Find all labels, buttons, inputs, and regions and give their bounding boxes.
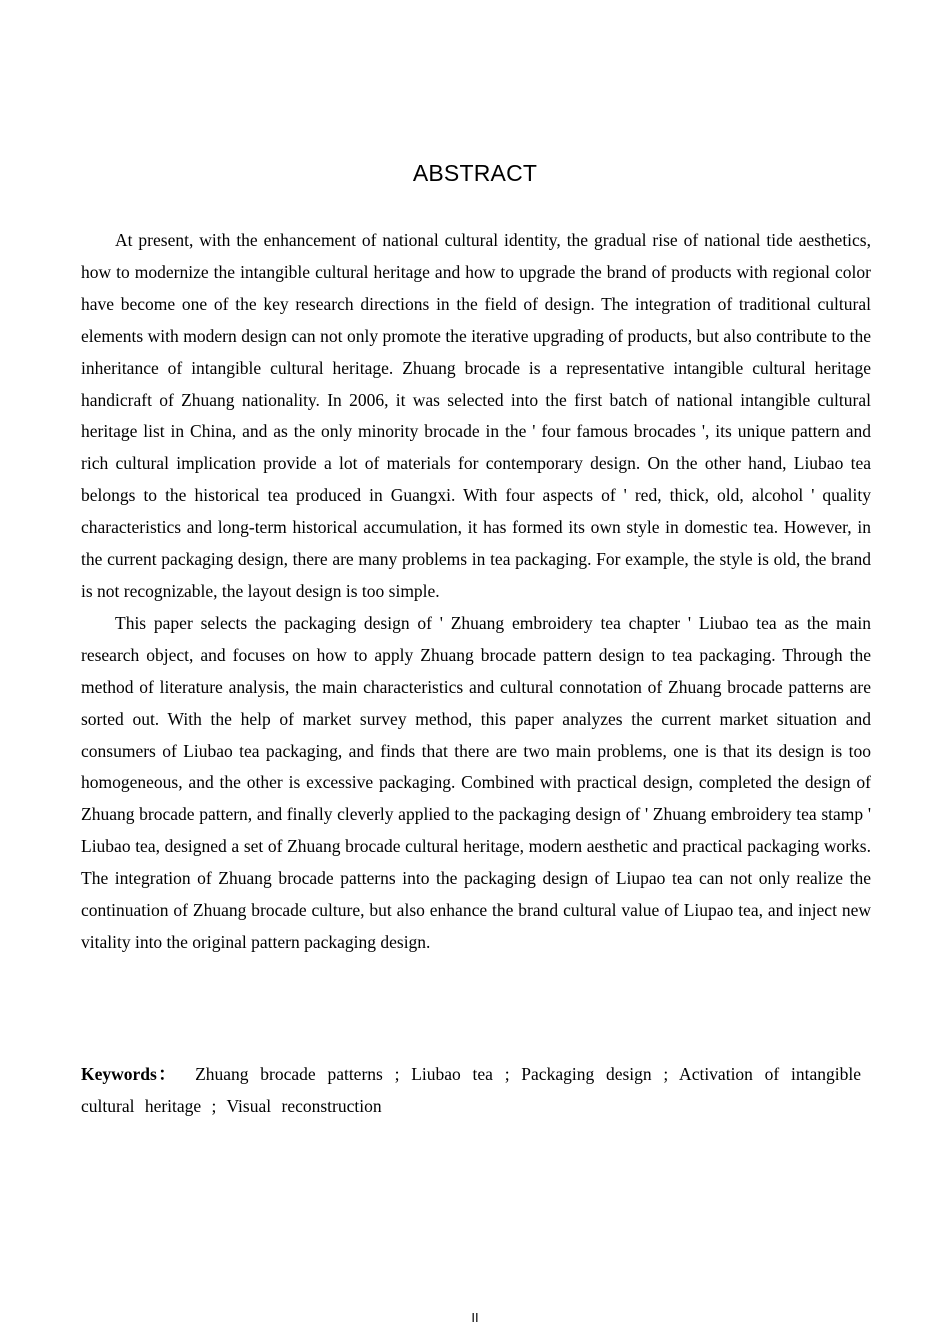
keywords-section [81, 1059, 861, 1122]
abstract-title: ABSTRACT [412, 160, 538, 186]
abstract-paragraph-1: At present, with the enhancement of national cultural identity, the gradual rise of national tide aesthetics, how to modernize the intangible cultural heritage and how to upgrade the brand of products with regional color have become one of the key research directions in the field of design. The integration of traditional cultural elements with modern design can not only promote the iterative upgrading of products, but also contribute to the inheritance of intangible cultural heritage. Zhuang brocade is a representative intangible cultural heritage handicraft of Zhuang nationality. In 2006, it was selected into the first batch of national intangible cultural heritage list in China, and as the only minority brocade in the ' four famous brocades ', its unique pattern and rich cultural implication provide a lot of materials for contemporary design. On the other hand, Liubao tea belongs to the historical tea produced in Guangxi. With four aspects of ' red, thick, old, alcohol ' quality characteristics and long-term historical accumulation, it has formed its own style in domestic tea. However, in the current packaging design, there are many problems in tea packaging. For example, the style is old, the brand is not recognizable, the layout design is too simple. [81, 230, 871, 601]
keywords-list: Zhuang brocade patterns ; Liubao tea ; Packaging design ; Activation of intangible cultural heritage ; Visual reconstruction [81, 1064, 861, 1116]
keywords-label: Keywords： [81, 1064, 178, 1084]
page-number: II [471, 1310, 479, 1325]
abstract-body [81, 225, 871, 959]
abstract-paragraph-2: This paper selects the packaging design of ' Zhuang embroidery tea chapter ' Liubao tea as the main research object, and focuses on how to apply Zhuang brocade pattern design to tea packaging. Through the method of literature analysis, the main characteristics and cultural connotation of Zhuang brocade patterns are sorted out. With the help of market survey method, this paper analyzes the current market situation and consumers of Liubao tea packaging, and finds that there are two main problems, one is that its design is too homogeneous, and the other is excessive packaging. Combined with practical design, completed the design of Zhuang brocade pattern, and finally cleverly applied to the packaging design of ' Zhuang embroidery tea stamp ' Liubao tea, designed a set of Zhuang brocade cultural heritage, modern aesthetic and practical packaging works. The integration of Zhuang brocade patterns into the packaging design of Liupao tea can not only realize the continuation of Zhuang brocade culture, but also enhance the brand cultural value of Liupao tea, and inject new vitality into the original pattern packaging design. [81, 612, 871, 952]
